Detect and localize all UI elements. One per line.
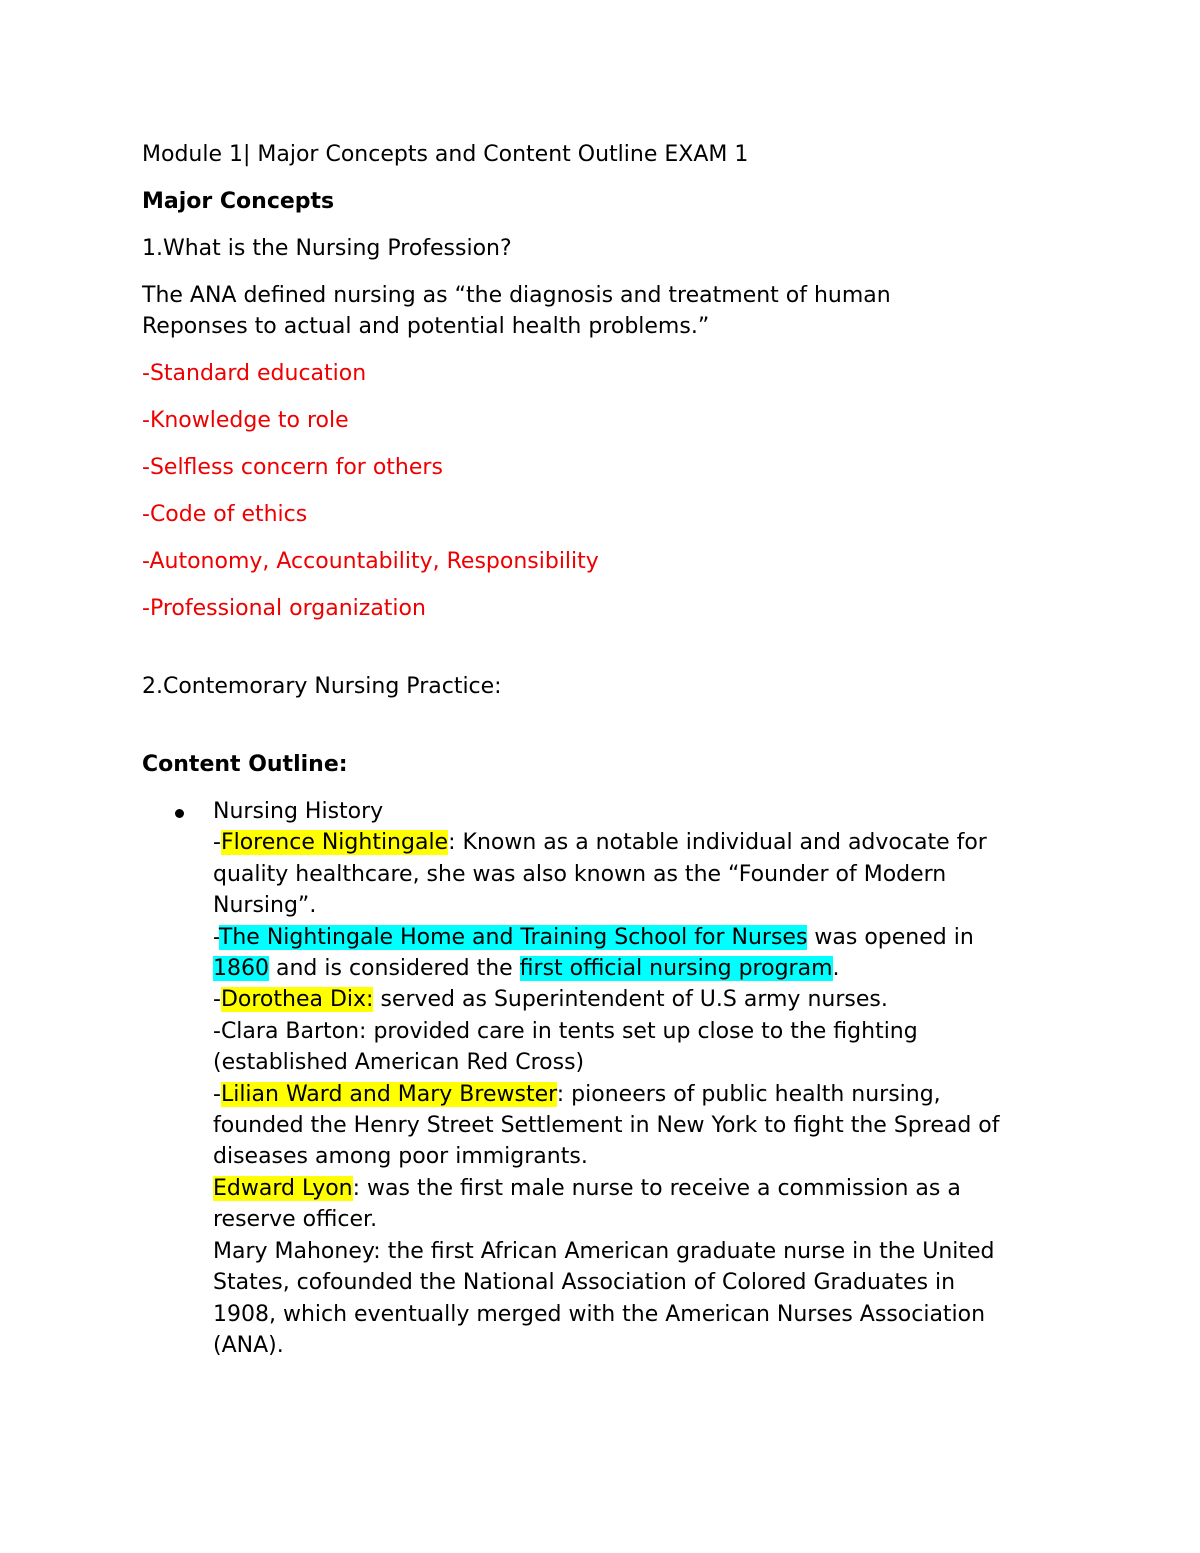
- highlight-year: 1860: [213, 956, 269, 982]
- question-1: 1.What is the Nursing Profession?: [142, 236, 512, 261]
- dix-entry: -Dorothea Dix: served as Superintendent of U.S army nurses.: [213, 987, 888, 1013]
- definition-line-2: Reponses to actual and potential health problems.”: [142, 314, 710, 339]
- outline-bullet-list: [142, 796, 1072, 1361]
- document-title: Module 1| Major Concepts and Content Outline EXAM 1: [142, 142, 749, 167]
- lyon-entry: Edward Lyon: was the first male nurse to receive a commission as a: [213, 1175, 961, 1201]
- criteria-item: -Knowledge to role: [142, 408, 349, 433]
- question-2: 2.Contemorary Nursing Practice:: [142, 674, 502, 699]
- highlight-dix: Dorothea Dix:: [220, 987, 374, 1013]
- content-outline-heading: Content Outline:: [142, 752, 348, 777]
- school-entry: -The Nightingale Home and Training School for Nurses was opened in: [213, 924, 974, 950]
- ward-entry: -Lilian Ward and Mary Brewster: pioneers of public health nursing,: [213, 1081, 941, 1107]
- highlight-school: The Nightingale Home and Training School for Nurses: [218, 924, 808, 950]
- mahoney-entry: Mary Mahoney: the first African American graduate nurse in the United: [213, 1238, 995, 1264]
- profession-criteria-list: [142, 358, 1072, 624]
- major-concepts-heading: Major Concepts: [142, 189, 335, 214]
- bullet-title: Nursing History: [213, 799, 384, 824]
- highlight-program: first official nursing program: [519, 956, 833, 982]
- highlight-ward: Lilian Ward and Mary Brewster: [220, 1081, 557, 1107]
- definition-line-1: The ANA defined nursing as “the diagnosis and treatment of human: [142, 283, 891, 308]
- barton-entry: -Clara Barton: provided care in tents set up close to the fighting: [213, 1018, 918, 1044]
- criteria-item: -Standard education: [142, 361, 367, 386]
- ana-definition: [142, 280, 1072, 342]
- criteria-item: -Autonomy, Accountability, Responsibility: [142, 549, 599, 574]
- bullet-icon: [175, 809, 184, 818]
- nightingale-entry: -Florence Nightingale: Known as a notable individual and advocate for: [213, 830, 987, 856]
- criteria-item: -Code of ethics: [142, 502, 308, 527]
- list-item: Nursing History -Florence Nightingale: Known as a notable individual and advocate for quality healthcare, she was also known as the “Founder of Modern Nursing”. -The Nightingale Home and Training School for Nurses was opened in 1860 and is considered the first official nursing program. -Dorothea Dix: served as Superintendent of U.S army nurses. -Clara Barton: provided care in tents set up close to the fighting (established American Red Cross) -Lilian Ward and Mary Brewster: pioneers of public health nursing, founded the Henry Street Settlement in New York to fight the Spread of diseases among poor immigrants. Edward Lyon: was the first male nurse to receive a commission as a reserve officer. Mary Mahoney: the first African American graduate nurse in the United States, cofounded the National Association of Colored Graduates in 1908, which eventually merged with the American Nurses Association (ANA).: [142, 796, 1072, 1361]
- highlight-lyon: Edward Lyon: [213, 1175, 353, 1201]
- highlight-nightingale: Florence Nightingale: [220, 830, 449, 856]
- criteria-item: -Selfless concern for others: [142, 455, 443, 480]
- document-page: [142, 139, 1072, 1361]
- criteria-item: -Professional organization: [142, 596, 426, 621]
